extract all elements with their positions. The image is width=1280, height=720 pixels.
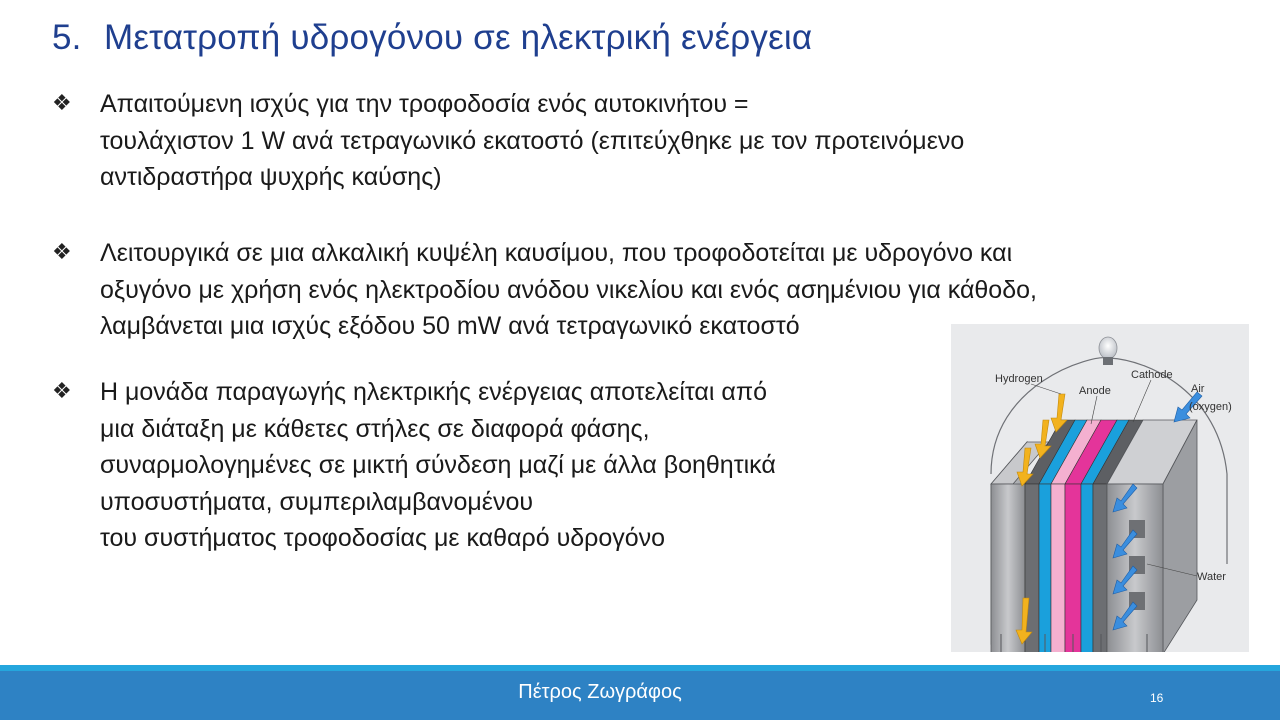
- four-diamond-bullet-icon: ❖: [52, 91, 72, 116]
- air-label: Air: [1191, 383, 1205, 395]
- bullet-line: μια διάταξη με κάθετες στήλες σε διαφορά φάσης,: [100, 414, 650, 443]
- presenter-name: Πέτρος Ζωγράφος: [518, 681, 682, 703]
- bullet-line: λαμβάνεται μια ισχύς εξόδου 50 mW ανά τετραγωνικό εκατοστό: [100, 312, 800, 340]
- slide-title-number: 5.: [52, 18, 82, 57]
- slide-title: [52, 18, 812, 58]
- four-diamond-bullet-icon: ❖: [52, 240, 72, 265]
- bullet-line: υποσυστήματα, συμπεριλαμβανομένου: [100, 487, 534, 516]
- four-diamond-bullet-icon: ❖: [52, 379, 72, 404]
- oxygen-label: (oxygen): [1189, 401, 1232, 413]
- cathode-label: Cathode: [1131, 369, 1173, 381]
- bullet-line: Η μονάδα παραγωγής ηλεκτρικής ενέργειας αποτελείται από: [100, 378, 767, 406]
- water-label: Water: [1197, 571, 1226, 583]
- footer-bar: [0, 665, 1280, 720]
- bullet-line: Λειτουργικά σε μια αλκαλική κυψέλη καυσίμου, που τροφοδοτείται με υδρογόνο και: [100, 239, 1013, 267]
- bullet-line: Απαιτούμενη ισχύς για την τροφοδοσία ενός αυτοκινήτου =: [100, 90, 749, 118]
- bullet-line: του συστήματος τροφοδοσίας με καθαρό υδρογόνο: [100, 524, 666, 552]
- fuel-cell-diagram: [951, 324, 1249, 652]
- slide-title-text: Μετατροπή υδρογόνου σε ηλεκτρική ενέργεια: [104, 18, 813, 57]
- bullet-line: συναρμολογημένες σε μικτή σύνδεση μαζί με άλλα βοηθητικά: [100, 451, 776, 479]
- light-bulb-icon: [1099, 337, 1117, 365]
- bullet-line: οξυγόνο με χρήση ενός ηλεκτροδίου ανόδου νικελίου και ενός ασημένιου για κάθοδο,: [100, 275, 1037, 304]
- bullet-line: τουλάχιστον 1 W ανά τετραγωνικό εκατοστό (επιτεύχθηκε με τον προτεινόμενο: [100, 126, 965, 155]
- slide-page-number: 16: [1150, 691, 1164, 705]
- hydrogen-label: Hydrogen: [995, 373, 1043, 385]
- footer-accent-stripe: [0, 665, 1280, 671]
- anode-label: Anode: [1079, 385, 1111, 397]
- bullet-power-unit: [52, 374, 776, 557]
- bullet-line: αντιδραστήρα ψυχρής καύσης): [100, 163, 442, 191]
- bullet-alkaline-cell: [52, 235, 1037, 345]
- bullet-power-requirement: [52, 86, 964, 196]
